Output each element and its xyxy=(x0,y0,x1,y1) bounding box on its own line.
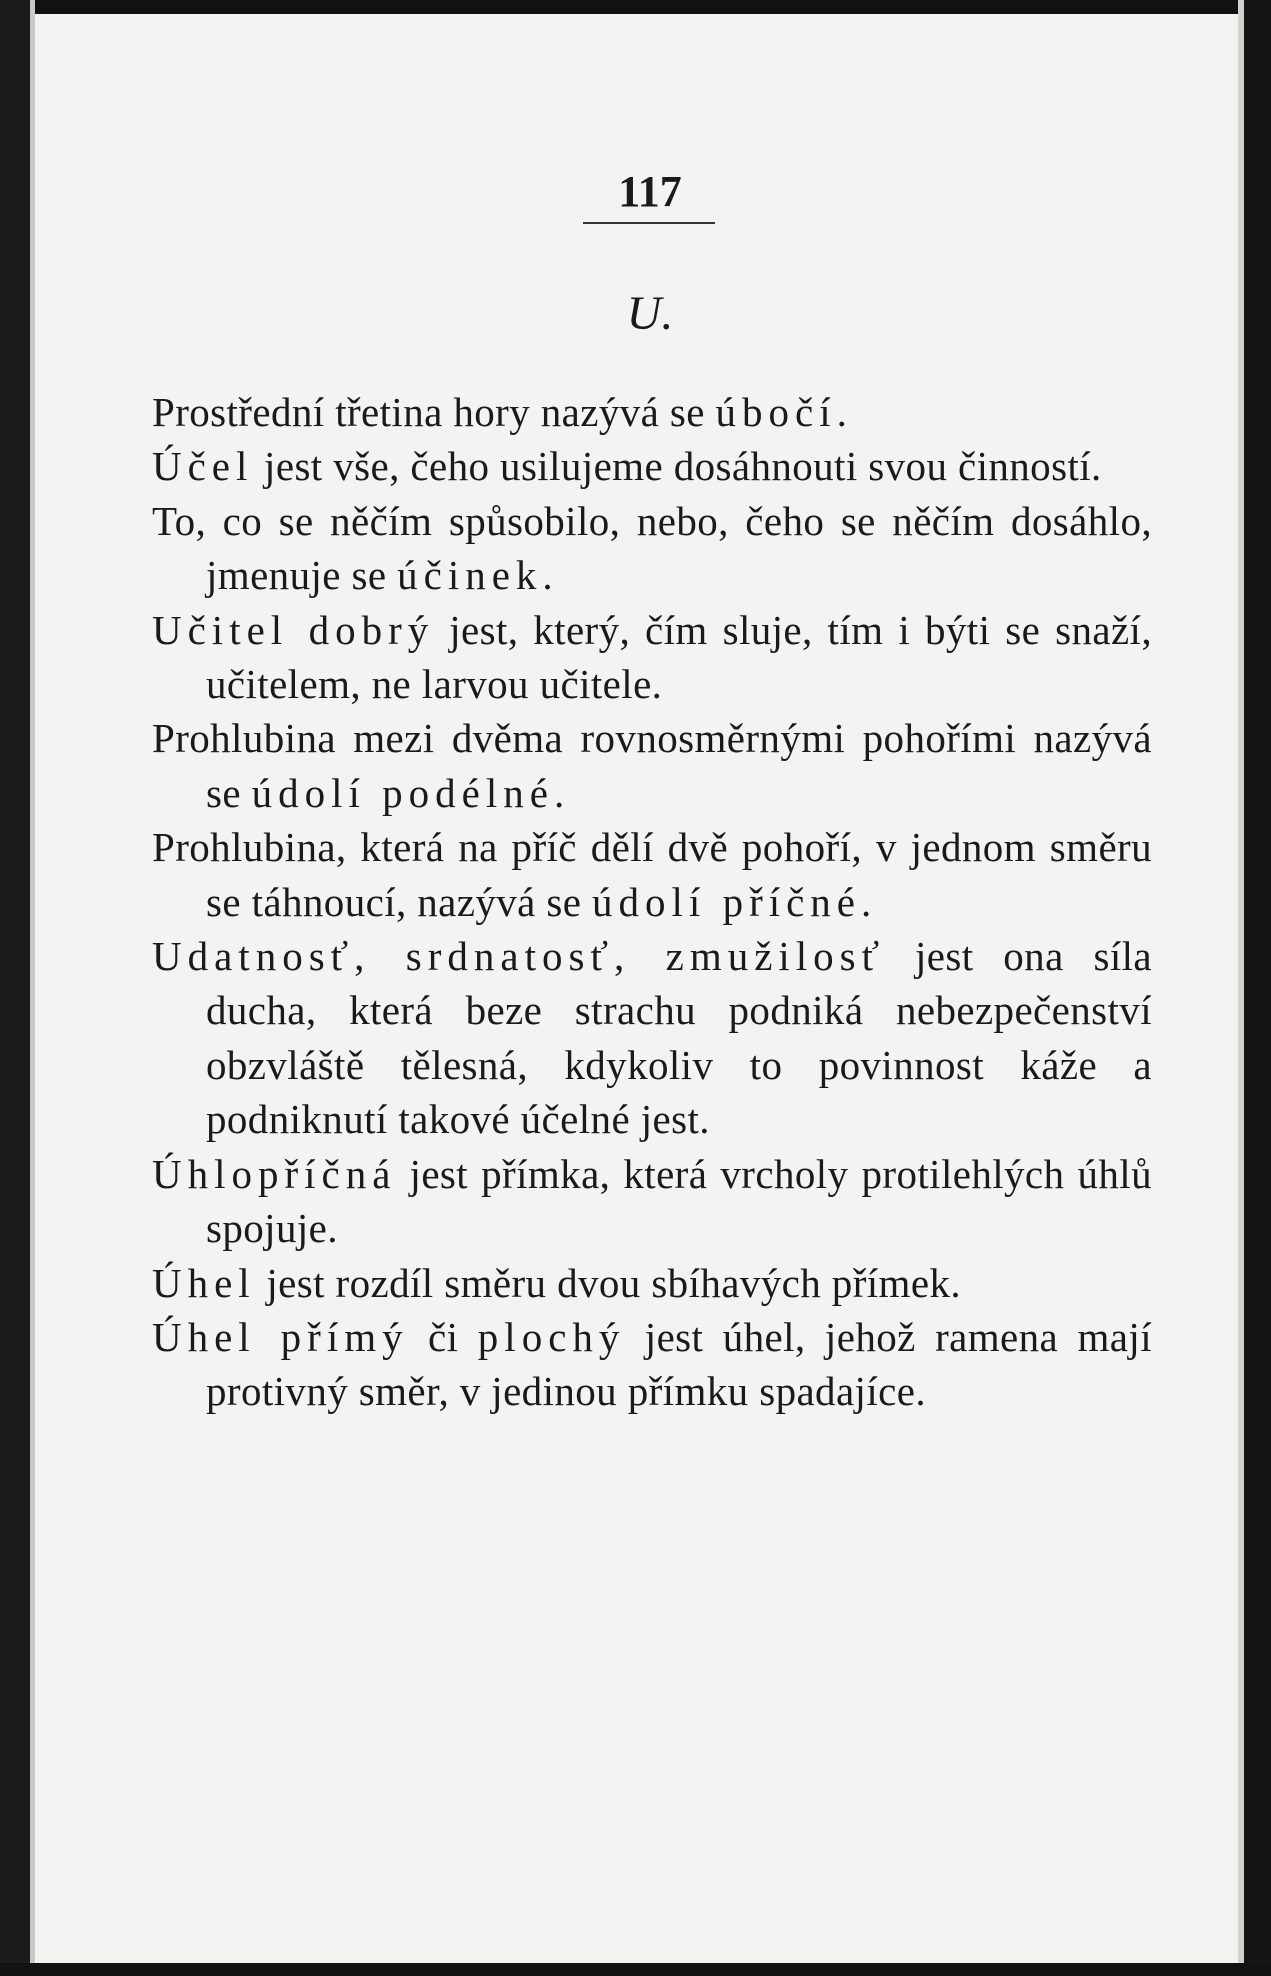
glossary-entry xyxy=(152,385,1152,439)
entry-term: úbočí xyxy=(715,389,837,435)
scan-border-left xyxy=(0,0,30,1976)
section-letter: U. xyxy=(626,287,674,340)
entry-text: Prostřední třetina hory nazývá se xyxy=(152,389,716,435)
entry-text: . xyxy=(553,769,565,816)
entry-text: To, co se něčím spůsobilo, nebo, čeho se něčím dosáhlo, jmenuje se xyxy=(152,497,1152,599)
glossary-entries xyxy=(152,385,1152,1419)
entry-text: či xyxy=(408,1313,478,1360)
entry-term: Úhel xyxy=(152,1259,256,1306)
entry-text: Prohlubina mezi dvěma rovnosměrnými pohořími nazývá se xyxy=(152,715,1152,816)
entry-term: údolí příčné xyxy=(592,878,862,925)
entry-text: jest rozdíl směru dvou sbíhavých přímek. xyxy=(255,1259,961,1306)
entry-term: Udatnosť, srdnatosť, zmužilosť xyxy=(152,933,886,980)
glossary-entry xyxy=(152,711,1152,820)
glossary-entry xyxy=(152,820,1152,929)
entry-text: jest ona síla ducha, která beze strachu podniká nebezpečenství obzvláště tělesná, kdykoliv to povinnost káže a podniknutí takové účelné jest. xyxy=(206,933,1153,1143)
glossary-entry xyxy=(152,439,1152,493)
glossary-entry xyxy=(152,1310,1152,1419)
entry-text: . xyxy=(836,389,848,435)
scan-border-right xyxy=(1244,0,1271,1976)
entry-text: . xyxy=(542,552,554,599)
scan-border-bottom xyxy=(0,1963,1271,1976)
glossary-entry xyxy=(152,603,1152,712)
entry-text: jest, který, čím sluje, tím i býti se snaží, učitelem, ne larvou učitele. xyxy=(206,606,1152,708)
glossary-entry xyxy=(152,1256,1152,1310)
page-number-rule xyxy=(583,222,715,224)
entry-text: jest vše, čeho usilujeme dosáhnouti svou činností. xyxy=(253,443,1102,490)
scan-border-top xyxy=(0,0,1271,14)
glossary-entry xyxy=(152,1147,1152,1256)
entry-term: Úhel přímý xyxy=(152,1313,409,1360)
entry-term: údolí podélné xyxy=(251,769,554,816)
entry-text: Prohlubina, která na příč dělí dvě pohoří, v jednom směru se táhnoucí, nazývá se xyxy=(152,824,1152,925)
entry-term: plochý xyxy=(477,1313,626,1360)
glossary-entry xyxy=(152,494,1152,603)
entry-text: jest přímka, která vrcholy protilehlých úhlů spojuje. xyxy=(206,1150,1152,1252)
glossary-entry xyxy=(152,929,1152,1147)
entry-term: Účel xyxy=(152,443,254,490)
entry-text: jest úhel, jehož ramena mají protivný směr, v jedinou přímku spadajíce. xyxy=(206,1313,1152,1415)
entry-term: Učitel dobrý xyxy=(152,606,435,653)
entry-term: účinek xyxy=(397,552,543,599)
page-edge-left xyxy=(30,0,35,1976)
entry-term: Úhlopříčná xyxy=(152,1150,397,1197)
entry-text: . xyxy=(861,878,872,925)
page-number: 117 xyxy=(618,167,682,216)
